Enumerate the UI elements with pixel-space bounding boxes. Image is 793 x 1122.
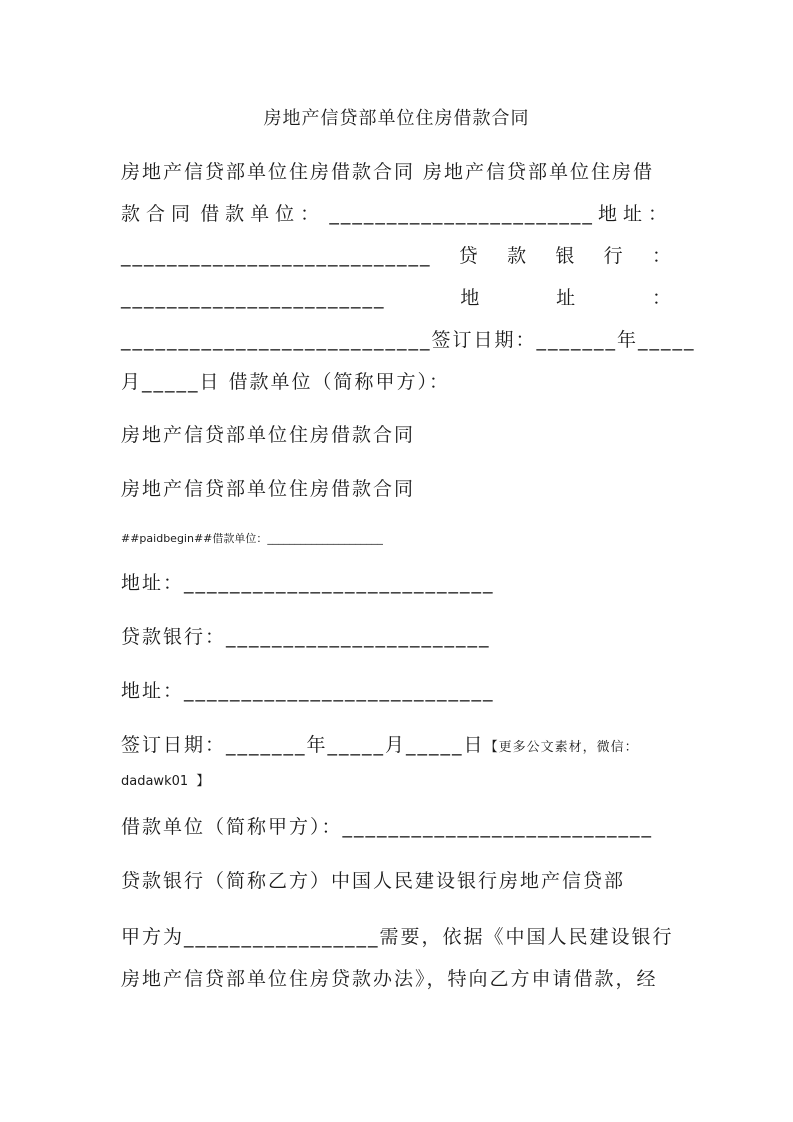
address-blank: ___________________________ (121, 245, 432, 267)
intro-line-4: _______________________ 地 址 ： (121, 277, 673, 319)
address2-blank: ___________________________ (121, 329, 432, 351)
address-line-1: 地址：___________________________ (121, 572, 495, 594)
sign-date-line: 签订日期：_______年_____月_____日【更多公文素材，微信： (121, 734, 639, 756)
intro-line-3: ___________________________ 贷 款 银 行 ： (121, 235, 673, 277)
intro-line-5: ___________________________ 签订日期：_______年_____ (121, 319, 673, 361)
intro-block (121, 151, 696, 403)
body-line-1: 甲方为_________________需要，依据《中国人民建设银行 (121, 926, 674, 948)
promo-text: 【更多公文素材，微信： (484, 740, 639, 755)
intro-line-1: 房地产信贷部单位住房借款合同 房地产信贷部单位住房借 (121, 161, 655, 183)
document-title: 房地产信贷部单位住房借款合同 (263, 108, 530, 129)
intro-line-2: 款合同 借款单位： _______________________ 地址： (121, 193, 673, 235)
intro-line-6: 月_____日 借款单位（简称甲方）： (121, 371, 451, 393)
party-a-line: 借款单位（简称甲方）：___________________________ (121, 816, 654, 838)
address-line-2: 地址：___________________________ (121, 680, 495, 702)
promo-text-end: dadawk01 】 (121, 774, 210, 789)
borrower-blank: _______________________ (329, 203, 594, 225)
party-b-line: 贷款银行（简称乙方）中国人民建设银行房地产信贷部 (121, 870, 626, 892)
bank-blank: _______________________ (121, 287, 386, 309)
body-paragraph (121, 916, 673, 1000)
bank-line: 贷款银行：_______________________ (121, 626, 491, 648)
body-line-2: 房地产信贷部单位住房贷款办法》，特向乙方申请借款，经 (121, 968, 658, 990)
paid-marker-line: ##paidbegin##借款单位：_____________________ (121, 532, 383, 545)
repeat-title-2: 房地产信贷部单位住房借款合同 (121, 478, 416, 500)
repeat-title-1: 房地产信贷部单位住房借款合同 (121, 424, 416, 446)
